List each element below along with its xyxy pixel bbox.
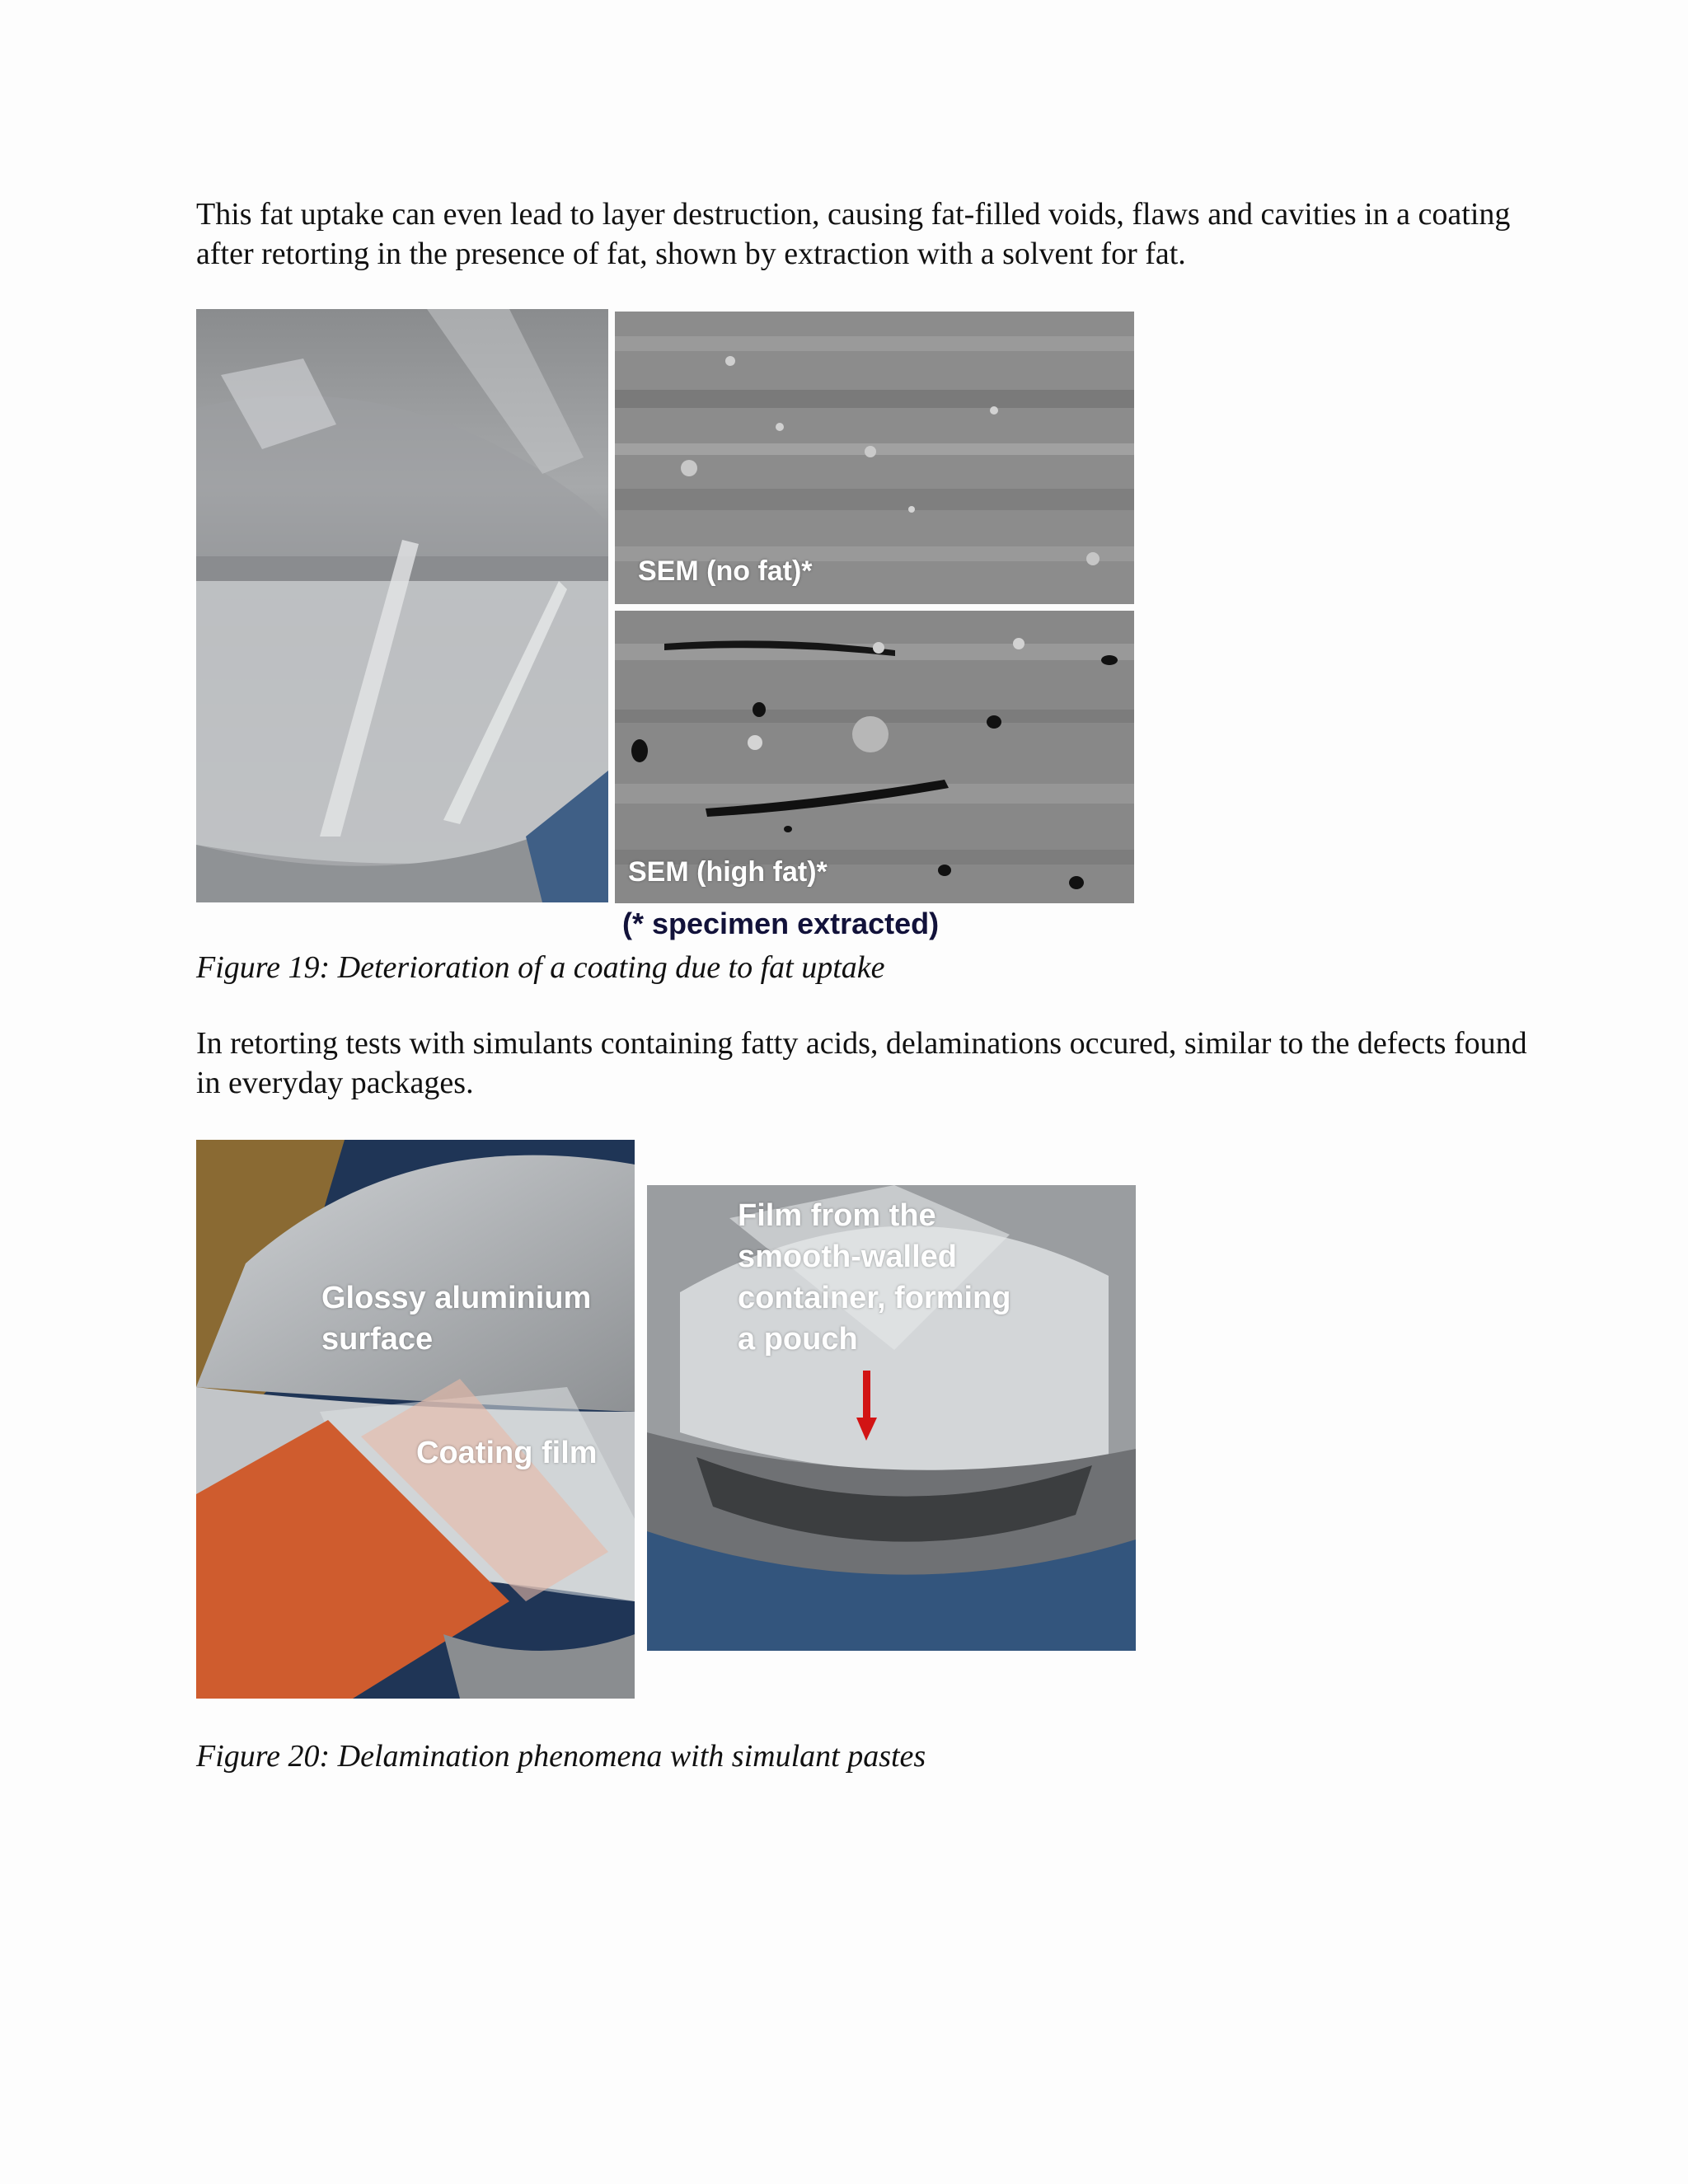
specimen-extracted-note: (* specimen extracted) [622, 907, 940, 940]
figure-20-caption: Figure 20: Delamination phenomena with simulant pastes [196, 1739, 926, 1774]
coated-can-photo [196, 309, 608, 902]
sem-no-fat-label: SEM (no fat)* [638, 555, 813, 587]
pouch-film-label: Film from the smooth-walled container, forming a pouch [738, 1198, 1011, 1357]
paragraph-fat-uptake: This fat uptake can even lead to layer destruction, causing fat-filled voids, flaws and cavities in a coating after retorting in the presence of fat, shown by extraction with a solvent for fat. [196, 197, 1511, 271]
coating-film-label: Coating film [416, 1436, 598, 1470]
figure-19-caption: Figure 19: Deterioration of a coating due to fat uptake [196, 950, 885, 985]
sem-high-fat-label: SEM (high fat)* [628, 856, 828, 888]
coating-film-photo [196, 1140, 635, 1699]
glossy-aluminium-label: Glossy aluminium surface [321, 1281, 592, 1357]
paragraph-retorting-tests: In retorting tests with simulants containing fatty acids, delaminations occured, similar to the defects found in everyday packages. [196, 1026, 1527, 1100]
